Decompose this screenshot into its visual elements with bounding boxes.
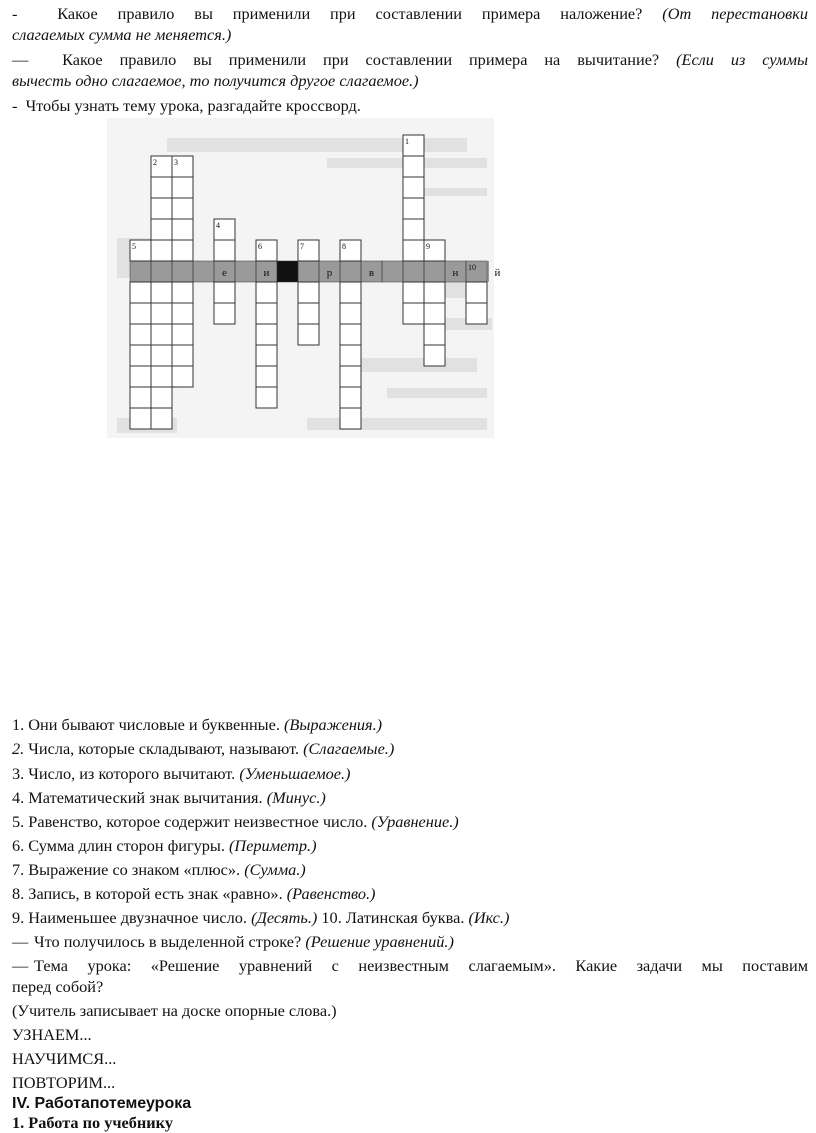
- crossword-cell: [256, 345, 277, 366]
- crossword-cell: [172, 177, 193, 198]
- crossword-cell: [151, 240, 172, 261]
- clue-number-label: 7: [300, 242, 304, 251]
- question-text: Какое правило вы применили при составлении примера наложение?: [57, 4, 643, 23]
- crossword-cell: [151, 408, 172, 429]
- crossword-grid: [107, 118, 501, 438]
- clue-answer: (Десять.): [251, 908, 318, 927]
- keyword: НАУЧИМСЯ...: [12, 1049, 117, 1068]
- section-heading: [12, 1093, 808, 1114]
- crossword-cell: [151, 366, 172, 387]
- answer-text: (Решение уравнений.): [305, 932, 454, 951]
- lesson-topic-cont: [12, 976, 808, 997]
- crossword-image: [107, 118, 501, 438]
- clue-answer: (Равенство.): [286, 884, 376, 903]
- crossword-cell: [403, 240, 424, 261]
- crossword-cell: [130, 345, 151, 366]
- clue-number-label: 2: [153, 158, 157, 167]
- crossword-cell: [130, 324, 151, 345]
- keyword: УЗНАЕМ...: [12, 1025, 92, 1044]
- crossword-cell: [466, 282, 487, 303]
- clue-9: [12, 907, 808, 928]
- clue-answer: (Уменьшаемое.): [239, 764, 351, 783]
- clue-6: [12, 835, 808, 856]
- question-text: Чтобы узнать тему урока, разгадайте кроссворд.: [25, 96, 361, 115]
- crossword-cell: [298, 282, 319, 303]
- question-text: Какое правило вы применили при составлении примера на вычитание?: [62, 50, 660, 69]
- crossword-cell: [340, 345, 361, 366]
- answer-text: слагаемых сумма не меняется.): [12, 25, 232, 44]
- clue-5: [12, 811, 808, 832]
- clue-number: 6.: [12, 836, 25, 855]
- crossword-cell: [466, 303, 487, 324]
- crossword-cell: [340, 366, 361, 387]
- crossword-cell: [256, 387, 277, 408]
- intro-question-1: [12, 3, 808, 24]
- crossword-cell: [424, 345, 445, 366]
- crossword-cell: [172, 198, 193, 219]
- crossword-cell: [340, 387, 361, 408]
- dash: —: [12, 932, 29, 951]
- clue-text: Сумма длин сторон фигуры.: [28, 836, 225, 855]
- clue-number-label: 6: [258, 242, 262, 251]
- clue-text: Латинская буква.: [345, 908, 465, 927]
- crossword-cell: [151, 219, 172, 240]
- scan-smudge: [387, 388, 487, 398]
- clue-text: Наименьшее двузначное число.: [28, 908, 247, 927]
- crossword-cell: [214, 303, 235, 324]
- clue-number: 2.: [12, 739, 25, 758]
- crossword-cell: [403, 303, 424, 324]
- dash: —: [12, 956, 29, 975]
- crossword-cell: [130, 282, 151, 303]
- scan-smudge: [307, 418, 487, 430]
- heading-text: 1. Работа по учебнику: [12, 1113, 173, 1132]
- clue-number: 8.: [12, 884, 25, 903]
- highlight-letter: й: [494, 267, 501, 279]
- crossword-cell: [130, 303, 151, 324]
- crossword-cell: [256, 303, 277, 324]
- crossword-cell: [340, 303, 361, 324]
- clue-answer: (Уравнение.): [371, 812, 459, 831]
- crossword-cell: [403, 282, 424, 303]
- keyword-learn: [12, 1024, 808, 1045]
- clue-text: Математический знак вычитания.: [28, 788, 263, 807]
- crossword-cell: [151, 324, 172, 345]
- topic-text: перед собой?: [12, 977, 104, 996]
- clue-answer: (Слагаемые.): [303, 739, 395, 758]
- clue-number-label: 10: [468, 263, 476, 272]
- clue-number: 5.: [12, 812, 25, 831]
- clue-8: [12, 883, 808, 904]
- clue-number: 7.: [12, 860, 25, 879]
- clue-2: [12, 738, 808, 759]
- crossword-cell: [172, 240, 193, 261]
- clue-number-label: 4: [216, 221, 220, 230]
- clue-number: 9.: [12, 908, 25, 927]
- answer-text: (От перестановки: [662, 4, 809, 23]
- note-text: (Учитель записывает на доске опорные слова.): [12, 1001, 337, 1020]
- crossword-cell: [172, 282, 193, 303]
- clue-text: Число, из которого вычитают.: [28, 764, 236, 783]
- crossword-cell: [130, 366, 151, 387]
- highlight-letter: е: [222, 267, 227, 279]
- highlight-letter: в: [368, 267, 375, 279]
- clue-number: 10.: [321, 908, 342, 927]
- clue-text: Равенство, которое содержит неизвестное число.: [28, 812, 368, 831]
- topic-text: Тема урока: «Решение уравнений с неизвестным слагаемым». Какие задачи мы поставим: [34, 956, 808, 975]
- crossword-cell: [340, 408, 361, 429]
- crossword-cell: [298, 324, 319, 345]
- clue-number-label: 3: [174, 158, 178, 167]
- crossword-cell: [172, 366, 193, 387]
- clue-text: Они бывают числовые и буквенные.: [28, 715, 280, 734]
- clue-3: [12, 763, 808, 784]
- clue-number-label: 8: [342, 242, 346, 251]
- clue-answer: (Выражения.): [283, 715, 383, 734]
- scan-smudge: [357, 358, 477, 372]
- crossword-cell: [151, 303, 172, 324]
- lesson-topic: [12, 955, 808, 976]
- crossword-cell: [340, 282, 361, 303]
- crossword-cell: [424, 303, 445, 324]
- crossword-cell: [130, 408, 151, 429]
- highlight-letter: и: [263, 267, 270, 279]
- crossword-cell: [340, 324, 361, 345]
- keyword-repeat: [12, 1072, 808, 1093]
- clue-answer: (Сумма.): [244, 860, 306, 879]
- crossword-cell: [403, 156, 424, 177]
- clue-text: Числа, которые складывают, называют.: [28, 739, 300, 758]
- crossword-cell: [403, 219, 424, 240]
- clue-text: Выражение со знаком «плюс».: [28, 860, 241, 879]
- crossword-cell: [172, 219, 193, 240]
- crossword-cell: [403, 198, 424, 219]
- intro-question-2: [12, 49, 808, 70]
- crossword-cell: [151, 282, 172, 303]
- teacher-note: [12, 1000, 808, 1021]
- result-question: [12, 931, 808, 952]
- dash: -: [12, 4, 18, 23]
- highlight-letter: р: [326, 267, 333, 279]
- intro-question-3: [12, 95, 808, 116]
- crossword-cell: [214, 282, 235, 303]
- clue-1: [12, 714, 808, 735]
- clue-number: 4.: [12, 788, 25, 807]
- clue-number-label: 5: [132, 242, 136, 251]
- dash: -: [12, 96, 18, 115]
- crossword-cell: [172, 303, 193, 324]
- heading-text: IV. Работапотемеурока: [12, 1095, 192, 1112]
- crossword-cell: [151, 177, 172, 198]
- answer-text: (Если из суммы: [676, 50, 808, 69]
- crossword-cell: [172, 324, 193, 345]
- clue-4: [12, 787, 808, 808]
- clue-7: [12, 859, 808, 880]
- keyword: ПОВТОРИМ...: [12, 1073, 116, 1092]
- clue-number-label: 9: [426, 242, 430, 251]
- intro-question-1-cont: [12, 24, 808, 45]
- highlight-letter: н: [452, 267, 459, 279]
- crossword-cell: [298, 303, 319, 324]
- crossword-cell: [424, 282, 445, 303]
- crossword-cell: [403, 177, 424, 198]
- clue-number-label: 1: [405, 137, 409, 146]
- crossword-cell: [130, 387, 151, 408]
- crossword-cell: [256, 366, 277, 387]
- intro-question-2-cont: [12, 70, 808, 91]
- crossword-cell: [151, 387, 172, 408]
- answer-text: вычесть одно слагаемое, то получится другое слагаемое.): [12, 71, 419, 90]
- crossword-cell: [256, 282, 277, 303]
- clue-number: 3.: [12, 764, 25, 783]
- clue-number: 1.: [12, 715, 25, 734]
- crossword-cell: [214, 240, 235, 261]
- crossword-cell: [172, 345, 193, 366]
- clue-answer: (Периметр.): [229, 836, 317, 855]
- crossword-cell: [151, 198, 172, 219]
- crossword-cell: [151, 345, 172, 366]
- black-cell: [277, 261, 298, 282]
- clue-answer: (Минус.): [266, 788, 326, 807]
- highlight-row: [130, 261, 489, 282]
- clue-answer: (Икс.): [468, 908, 510, 927]
- keyword-study: [12, 1048, 808, 1069]
- subsection-heading: [12, 1112, 808, 1133]
- dash: —: [12, 50, 29, 69]
- clue-text: Запись, в которой есть знак «равно».: [28, 884, 283, 903]
- question-text: Что получилось в выделенной строке?: [34, 932, 302, 951]
- crossword-cell: [256, 324, 277, 345]
- crossword-cell: [424, 324, 445, 345]
